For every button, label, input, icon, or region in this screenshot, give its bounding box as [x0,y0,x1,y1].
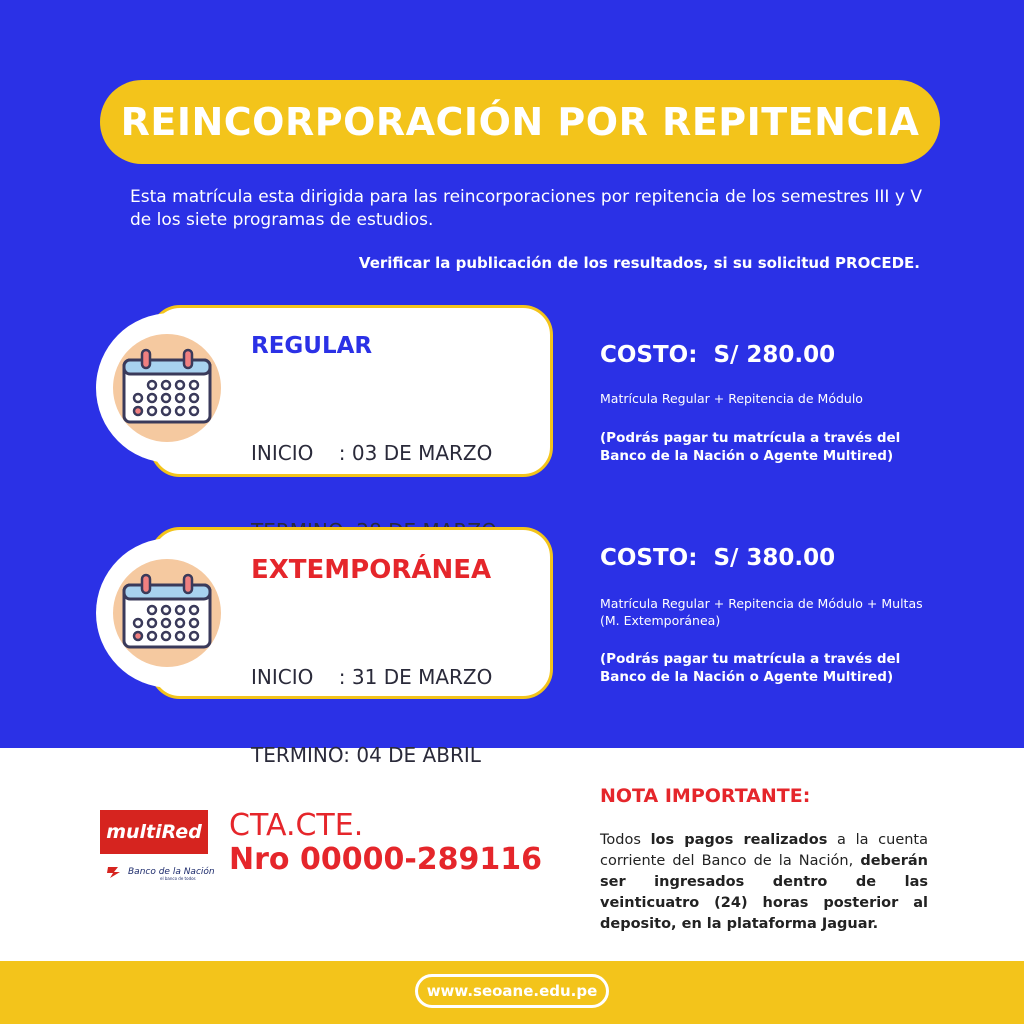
banco-nacion-tagline: el banco de todos [160,876,196,881]
nota-part-2: los pagos realizados [650,832,828,848]
nota-body [600,830,928,935]
regular-heading: REGULAR [251,333,373,359]
verify-note: Verificar la publicación de los resultados, si su solicitud PROCEDE. [358,254,920,272]
calendar-icon [112,333,222,443]
nota-part-1: Todos [600,832,651,848]
website-url[interactable]: www.seoane.edu.pe [426,982,598,1000]
multired-logo [100,810,208,854]
extemporanea-start: INICIO : 31 DE MARZO [251,665,493,689]
account-label: CTA.CTE. [229,808,364,843]
intro-text: Esta matrícula esta dirigida para las reincorporaciones por repitencia de los semestres III y V de los siete programas de estudios. [130,187,922,230]
calendar-icon [112,558,222,668]
regular-start: INICIO : 03 DE MARZO [251,441,493,465]
regular-cost-desc: Matrícula Regular + Repitencia de Módulo [600,391,863,406]
multired-logo-text: multiRed [106,821,202,843]
nota-part-4: deberán ser ingresados dentro de las veinticuatro (24) horas posterior al deposito, en la plataforma Jaguar. [600,853,928,932]
website-link[interactable] [415,974,609,1008]
nota-part-3: a la cuenta corriente del Banco de la Nación, [600,832,928,869]
regular-cost: COSTO: S/ 280.00 [600,342,836,368]
extemporanea-dates [251,612,492,794]
extemporanea-cost-desc: Matrícula Regular + Repitencia de Módulo + Multas (M. Extemporánea) [600,596,923,628]
extemporanea-end: TERMINO: 04 DE ABRIL [251,743,481,767]
nota-title: NOTA IMPORTANTE: [600,785,811,807]
banco-nacion-name: Banco de la Nación [128,867,215,877]
extemporanea-heading: EXTEMPORÁNEA [251,555,492,585]
page-title: REINCORPORACIÓN POR REPITENCIA [120,100,920,144]
banco-nacion-mark-icon [106,865,124,879]
regular-pay-note: (Podrás pagar tu matrícula a través del Banco de la Nación o Agente Multired) [600,430,901,464]
account-number: Nro 00000-289116 [229,842,543,877]
extemporanea-cost: COSTO: S/ 380.00 [600,545,836,571]
title-banner [100,80,940,164]
extemporanea-pay-note: (Podrás pagar tu matrícula a través del Banco de la Nación o Agente Multired) [600,651,901,685]
